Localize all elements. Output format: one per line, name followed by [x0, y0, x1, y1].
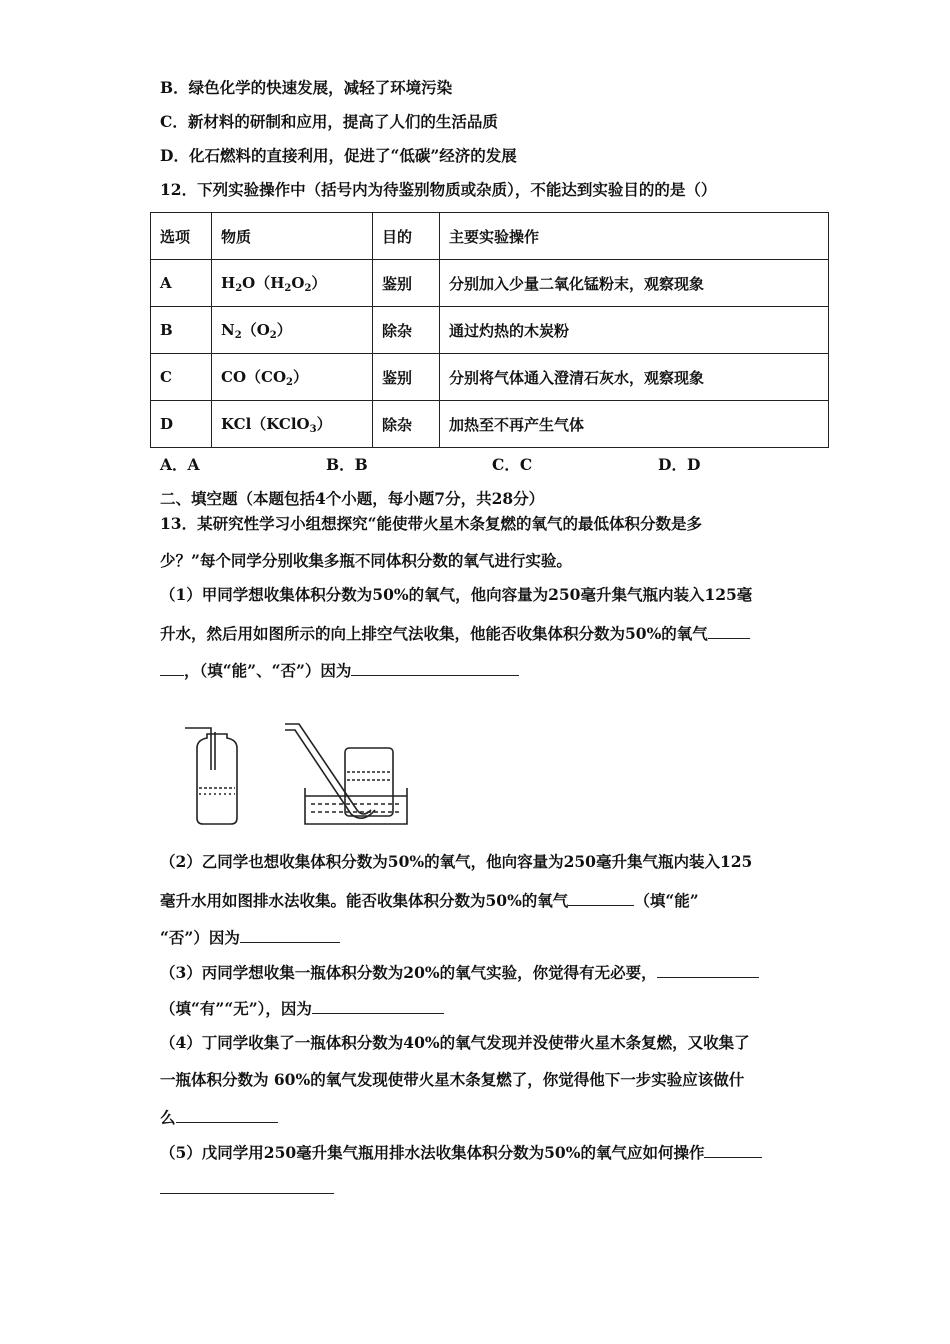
answer-blank[interactable]	[240, 927, 340, 943]
answer-blank[interactable]	[176, 1107, 278, 1123]
answer-blank[interactable]	[160, 1178, 334, 1194]
q13-part1-line3: ，（填“能”、“否”）因为	[160, 660, 519, 681]
answer-blank[interactable]	[568, 890, 634, 906]
section-title: 二、填空题（本题包括4个小题，每小题7分，共28分）	[160, 489, 545, 508]
choice-d: D．D	[658, 455, 701, 474]
row-purpose: 鉴别	[373, 354, 440, 401]
answer-blank[interactable]	[351, 660, 519, 676]
q13-part2-line2: 毫升水用如图排水法收集。能否收集体积分数为50%的氧气 （填“能”	[160, 891, 699, 910]
row-substance: $N_2(O_2)$	[212, 307, 373, 354]
choice-c: C．C	[492, 455, 533, 474]
question-12-stem: 12．下列实验操作中（括号内为待鉴别物质或杂质），不能达到实验目的的是（）	[160, 180, 717, 199]
header-purpose: 目的	[373, 213, 440, 260]
header-substance: 物质	[212, 213, 373, 260]
q13-part1-line1: （1）甲同学想收集体积分数为50%的氧气，他向容量为250毫升集气瓶内装入125毫	[160, 585, 753, 604]
gas-bottle	[345, 748, 393, 816]
q13-part5-line2	[160, 1178, 334, 1199]
q13-part2-line3: “否”）因为	[160, 927, 340, 948]
row-purpose: 除杂	[373, 307, 440, 354]
q13-part4-line2: 一瓶体积分数为 60%的氧气发现使带火星木条复燃了，你觉得他下一步实验应该做什	[160, 1070, 745, 1089]
row-purpose: 除杂	[373, 401, 440, 448]
option-c: C．新材料的研制和应用，提高了人们的生活品质	[160, 112, 498, 131]
row-operation: 分别加入少量二氧化锰粉末，观察现象	[440, 260, 829, 307]
question-12-choices	[160, 455, 700, 475]
row-substance: $CO(CO_2)$	[212, 354, 373, 401]
answer-blank[interactable]	[708, 623, 750, 639]
gas-bottle	[197, 734, 237, 824]
answer-blank[interactable]	[704, 1142, 762, 1158]
apparatus-figure	[175, 718, 415, 833]
table-row	[151, 401, 829, 448]
q13-part3-line2: （填“有”“无”），因为	[160, 998, 444, 1019]
q13-stem-2: 少？”每个同学分别收集多瓶不同体积分数的氧气进行实验。	[160, 551, 572, 570]
header-operation: 主要实验操作	[440, 213, 829, 260]
q13-part4-line1: （4）丁同学收集了一瓶体积分数为40%的氧气发现并没使带火星木条复燃，又收集了	[160, 1033, 750, 1052]
row-option: C	[151, 354, 212, 401]
q13-part2-line1: （2）乙同学也想收集体积分数为50%的氧气，他向容量为250毫升集气瓶内装入125	[160, 852, 753, 871]
row-option: D	[151, 401, 212, 448]
answer-blank[interactable]	[657, 962, 759, 978]
row-purpose: 鉴别	[373, 260, 440, 307]
answer-blank[interactable]	[312, 998, 444, 1014]
answer-blank[interactable]	[160, 660, 184, 676]
choice-a: A．A	[160, 455, 200, 474]
header-option: 选项	[151, 213, 212, 260]
row-substance: $H_2O(H_2O_2)$	[212, 260, 373, 307]
q13-part4-line3: 么	[160, 1107, 278, 1128]
water-trough	[305, 788, 407, 824]
delivery-tube	[285, 724, 371, 814]
q13-part3-line1: （3）丙同学想收集一瓶体积分数为20%的氧气实验，你觉得有无必要，	[160, 962, 759, 983]
table-row	[151, 260, 829, 307]
option-b: B．绿色化学的快速发展，减轻了环境污染	[160, 78, 453, 97]
q13-stem-1: 13．某研究性学习小组想探究“能使带火星木条复燃的氧气的最低体积分数是多	[160, 514, 702, 533]
question-12-table	[150, 212, 829, 448]
row-substance: KCl（KClO$_3$）	[212, 401, 373, 448]
choice-b: B．B	[326, 455, 368, 474]
option-d: D．化石燃料的直接利用，促进了“低碳”经济的发展	[160, 146, 517, 165]
row-option: A	[151, 260, 212, 307]
row-operation: 加热至不再产生气体	[440, 401, 829, 448]
q13-part5-line1: （5）戊同学用250毫升集气瓶用排水法收集体积分数为50%的氧气应如何操作	[160, 1142, 762, 1163]
q13-part1-line2: 升水，然后用如图所示的向上排空气法收集，他能否收集体积分数为50%的氧气	[160, 623, 750, 644]
row-operation: 通过灼热的木炭粉	[440, 307, 829, 354]
table-header-row	[151, 213, 829, 260]
row-operation: 分别将气体通入澄清石灰水，观察现象	[440, 354, 829, 401]
table-row	[151, 307, 829, 354]
row-option: B	[151, 307, 212, 354]
table-row	[151, 354, 829, 401]
